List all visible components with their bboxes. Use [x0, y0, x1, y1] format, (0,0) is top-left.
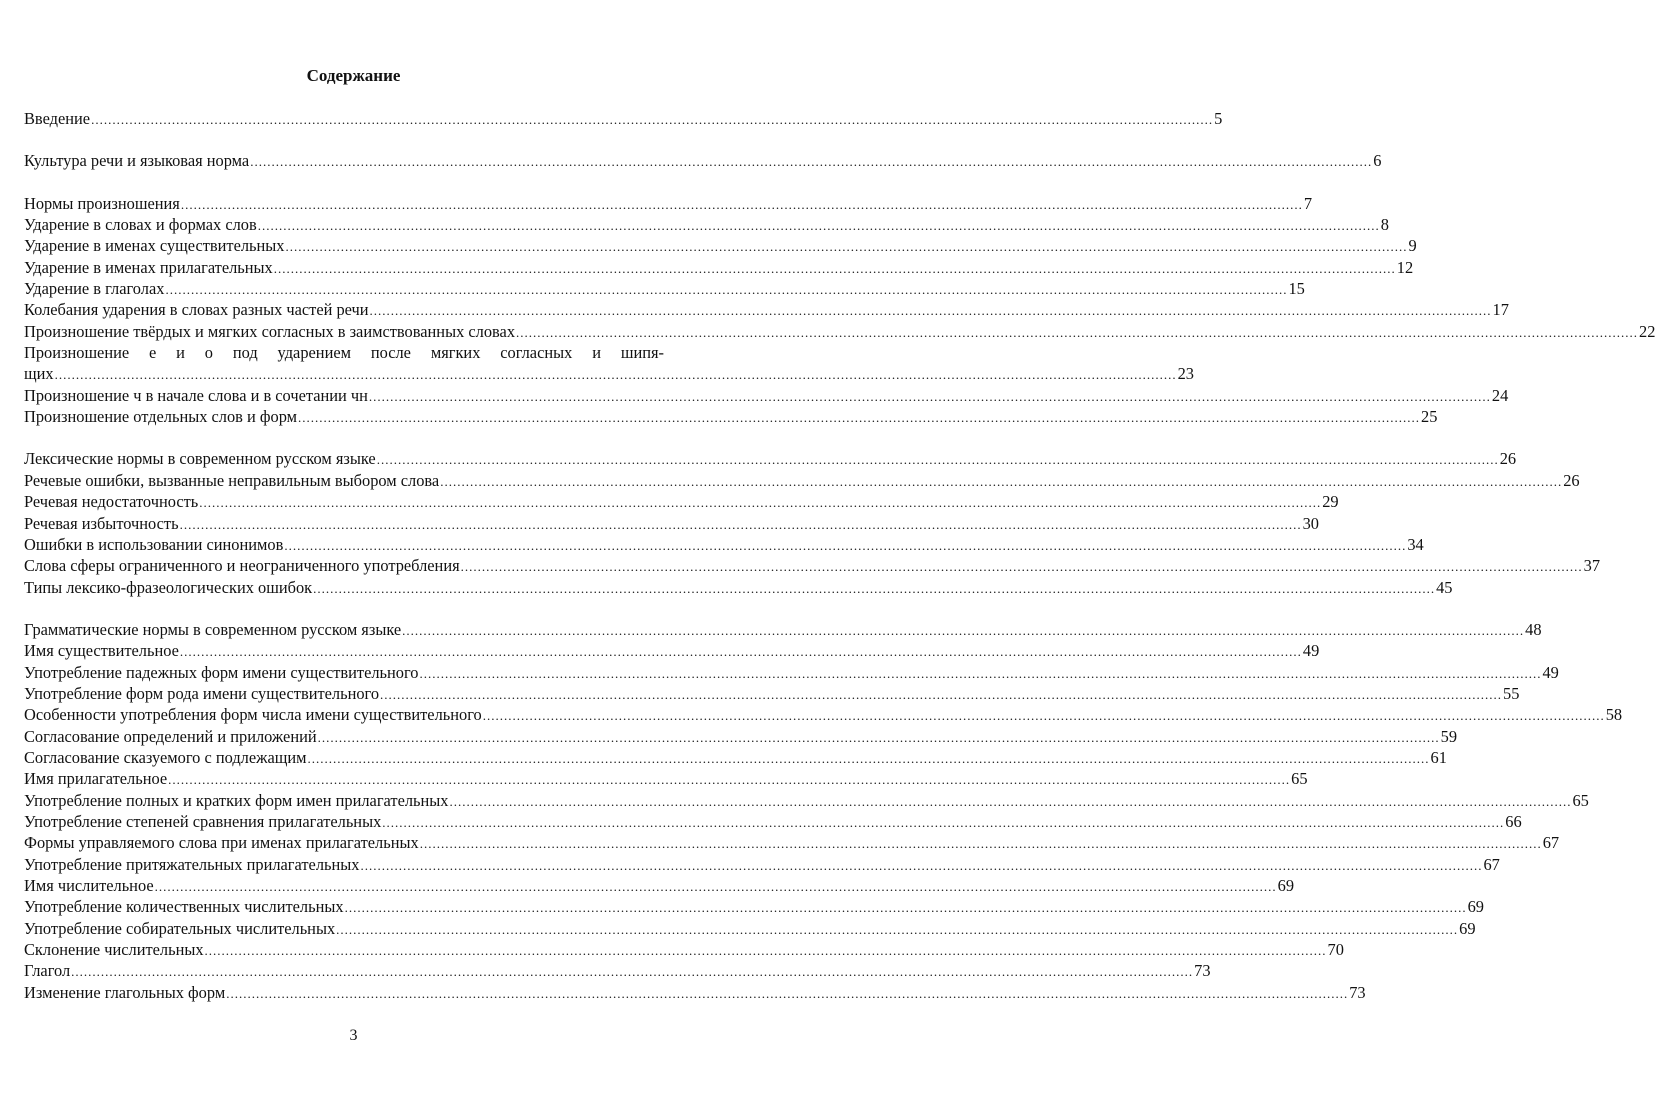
toc-entry-label: Ударение в глаголах	[24, 279, 165, 299]
toc-entry-label: Употребление собирательных числительных	[24, 918, 336, 938]
dot-leader: ........................................................................................................................................................................................................................................................................	[376, 452, 1499, 468]
toc-entry-label: Глагол	[24, 961, 71, 981]
toc-entry	[24, 619, 1542, 640]
dot-leader: ........................................................................................................................................................................................................................................................................	[257, 218, 1380, 234]
toc-entry-label: Согласование сказуемого с подлежащим	[24, 747, 307, 767]
toc-entry	[24, 299, 1509, 320]
toc-entry	[24, 555, 1601, 576]
toc-entry-page: 69	[1467, 897, 1484, 917]
toc-entry	[24, 193, 1313, 214]
toc-entry-label: Склонение числительных	[24, 940, 204, 960]
toc-entry	[24, 235, 1417, 256]
section-gap	[24, 129, 664, 150]
toc-entry-page: 73	[1349, 982, 1366, 1002]
dot-leader: ........................................................................................................................................................................................................................................................................	[516, 324, 1639, 340]
toc-entry-label: Нормы произношения	[24, 193, 180, 213]
dot-leader: ........................................................................................................................................................................................................................................................................	[380, 686, 1503, 702]
dot-leader: ........................................................................................................................................................................................................................................................................	[284, 537, 1407, 553]
toc-entry-page: 12	[1396, 257, 1414, 277]
toc-entry	[24, 875, 1295, 896]
toc-entry	[24, 214, 1389, 235]
dot-leader: ........................................................................................................................................................................................................................................................................	[91, 112, 1214, 127]
toc-entry-page: 22	[1639, 321, 1655, 341]
toc-entry-page: 67	[1542, 833, 1560, 853]
dot-leader: ........................................................................................................................................................................................................................................................................	[179, 644, 1302, 660]
toc-entry-page: 5	[1214, 109, 1223, 128]
dot-leader: ........................................................................................................................................................................................................................................................................	[369, 303, 1492, 319]
toc-entry-label: Произношение отдельных слов и форм	[24, 407, 298, 427]
toc-entry-label: Слова сферы ограниченного и неограниченного употребления	[24, 556, 460, 576]
toc-entry-page: 61	[1430, 747, 1447, 767]
toc-entry-label: Употребление количественных числительных	[24, 897, 344, 917]
toc-entry-label: Ударение в словах и формах слов	[24, 215, 257, 235]
toc-entry	[24, 747, 1447, 768]
dot-leader: ........................................................................................................................................................................................................................................................................	[180, 196, 1303, 212]
toc-entry-label: Формы управляемого слова при именах прилагательных	[24, 833, 419, 853]
toc-entry	[24, 470, 1580, 491]
toc-entry-label: Грамматические нормы в современном русском языке	[24, 619, 402, 639]
dot-leader: ........................................................................................................................................................................................................................................................................	[54, 367, 1177, 383]
page-title: Содержание	[306, 66, 401, 85]
toc-entry-label: Согласование определений и приложений	[24, 726, 317, 746]
toc-entry-label: Культура речи и языковая норма	[24, 151, 250, 171]
dot-leader: ........................................................................................................................................................................................................................................................................	[307, 750, 1430, 766]
toc-entry	[24, 704, 1623, 725]
dot-leader: ........................................................................................................................................................................................................................................................................	[402, 622, 1525, 638]
toc-entry-page: 23	[1177, 364, 1194, 384]
toc-entry	[24, 385, 1509, 406]
toc-entry	[24, 726, 1458, 747]
toc-entry-page: 66	[1505, 811, 1522, 831]
toc-entry	[24, 854, 1500, 875]
toc-entry-label: Типы лексико-фразеологических ошибок	[24, 577, 313, 597]
toc-entry-page: 34	[1407, 534, 1424, 554]
toc-entry	[24, 150, 1382, 171]
toc-entry	[24, 640, 1320, 661]
toc-entry-label: Лексические нормы в современном русском языке	[24, 449, 376, 469]
toc-entry-page: 65	[1291, 769, 1308, 789]
dot-leader: ........................................................................................................................................................................................................................................................................	[273, 260, 1396, 276]
toc-entry	[24, 811, 1522, 832]
toc-entry-page: 25	[1421, 407, 1438, 427]
dot-leader: ........................................................................................................................................................................................................................................................................	[482, 708, 1605, 724]
toc-entry	[24, 448, 1517, 469]
dot-leader: ........................................................................................................................................................................................................................................................................	[199, 495, 1322, 511]
toc-entry-label: Введение	[24, 109, 91, 128]
dot-leader: ........................................................................................................................................................................................................................................................................	[368, 388, 1491, 404]
dot-leader: ........................................................................................................................................................................................................................................................................	[313, 580, 1436, 596]
toc-entry	[24, 491, 1339, 512]
dot-leader: ........................................................................................................................................................................................................................................................................	[71, 964, 1194, 980]
dot-leader: ........................................................................................................................................................................................................................................................................	[165, 282, 1288, 298]
toc-entry-page: 37	[1583, 556, 1601, 576]
toc-entry-page: 59	[1440, 726, 1458, 746]
dot-leader: ........................................................................................................................................................................................................................................................................	[449, 793, 1572, 809]
toc-entry-page: 67	[1483, 854, 1500, 874]
toc-entry-page: 6	[1373, 151, 1382, 171]
toc-entry-label: Имя существительное	[24, 641, 179, 661]
section-gap	[24, 598, 664, 619]
toc-entry-label: Употребление форм рода имени существительного	[24, 683, 380, 703]
dot-leader: ........................................................................................................................................................................................................................................................................	[336, 921, 1459, 937]
dot-leader: ........................................................................................................................................................................................................................................................................	[168, 772, 1291, 788]
toc-entry	[24, 918, 1476, 939]
toc-entry-label: щих	[24, 364, 54, 384]
dot-leader: ........................................................................................................................................................................................................................................................................	[317, 729, 1440, 745]
toc-entry	[24, 577, 1453, 598]
toc-entry-label: Употребление притяжательных прилагательных	[24, 854, 360, 874]
toc-entry-label: Речевая избыточность	[24, 513, 179, 533]
toc-entry	[24, 683, 1520, 704]
toc-entry	[24, 513, 1319, 534]
toc-entry-page: 26	[1499, 449, 1517, 469]
toc-entry-page: 8	[1380, 215, 1389, 235]
page-number: 3	[349, 1027, 358, 1044]
dot-leader: ........................................................................................................................................................................................................................................................................	[419, 836, 1542, 852]
toc-entry-label: Произношение твёрдых и мягких согласных в заимствованных словах	[24, 321, 516, 341]
toc-entry-page: 70	[1327, 940, 1344, 960]
dot-leader: ........................................................................................................................................................................................................................................................................	[250, 154, 1373, 170]
toc-entry-page: 30	[1302, 513, 1319, 533]
dot-leader: ........................................................................................................................................................................................................................................................................	[285, 239, 1408, 255]
toc-entry-page: 49	[1302, 641, 1320, 661]
toc-entry-label: Произношение ч в начале слова и в сочетании чн	[24, 385, 368, 405]
toc-entry-label: Имя прилагательное	[24, 769, 168, 789]
dot-leader: ........................................................................................................................................................................................................................................................................	[298, 410, 1421, 426]
toc-entry	[24, 768, 1308, 789]
toc-entry	[24, 321, 1655, 342]
toc-entry-introduction	[24, 108, 1223, 129]
toc-entry	[24, 982, 1366, 1003]
toc-entry-label: Имя числительное	[24, 876, 154, 895]
toc-entry-label: Употребление падежных форм имени существительного	[24, 662, 419, 682]
toc-entry-page: 45	[1436, 577, 1453, 597]
toc-entry-label: Речевые ошибки, вызванные неправильным выбором слова	[24, 470, 440, 490]
toc-entry-label: Ударение в именах существительных	[24, 236, 285, 256]
toc-entry-label: Ошибки в использовании синонимов	[24, 534, 284, 554]
toc-entry	[24, 662, 1559, 683]
toc-entry	[24, 257, 1414, 278]
toc-entry	[24, 790, 1589, 811]
toc-entry-label: Употребление полных и кратких форм имен прилагательных	[24, 790, 449, 810]
toc-entry	[24, 896, 1484, 917]
toc-entry-page: 49	[1542, 662, 1559, 682]
toc-entry-page: 24	[1491, 385, 1509, 405]
toc-entry	[24, 406, 1438, 427]
toc-entry-page: 9	[1408, 236, 1417, 256]
dot-leader: ........................................................................................................................................................................................................................................................................	[460, 559, 1583, 575]
toc-entry-page: 15	[1288, 279, 1305, 299]
toc-entry-page: 69	[1459, 918, 1476, 938]
toc-entry-label: Особенности употребления форм числа имени существительного	[24, 705, 482, 725]
toc-entry-label-line1: Произношение е и о под ударением после мягких согласных и шипя-	[24, 343, 664, 363]
toc-entry	[24, 534, 1424, 555]
dot-leader: ........................................................................................................................................................................................................................................................................	[360, 857, 1483, 873]
toc-entry-page: 65	[1572, 790, 1589, 810]
table-of-contents	[24, 108, 1655, 1003]
section-gap	[24, 427, 664, 448]
toc-entry-label: Ударение в именах прилагательных	[24, 257, 273, 277]
toc-entry-label: Изменение глагольных форм	[24, 982, 226, 1002]
toc-entry-page: 17	[1492, 300, 1509, 320]
toc-entry-page: 26	[1563, 470, 1580, 490]
toc-entry-label: Речевая недостаточность	[24, 492, 199, 512]
toc-entry-page: 73	[1194, 961, 1211, 981]
dot-leader: ........................................................................................................................................................................................................................................................................	[226, 985, 1349, 1001]
toc-entry	[24, 960, 1211, 981]
dot-leader: ........................................................................................................................................................................................................................................................................	[419, 665, 1542, 681]
toc-entry	[24, 363, 1194, 384]
dot-leader: ........................................................................................................................................................................................................................................................................	[344, 900, 1467, 916]
toc-entry	[24, 278, 1305, 299]
toc-entry-page: 29	[1322, 492, 1339, 512]
toc-entry-page: 48	[1525, 619, 1542, 639]
dot-leader: ........................................................................................................................................................................................................................................................................	[204, 943, 1327, 959]
toc-entry-label: Колебания ударения в словах разных частей речи	[24, 300, 369, 320]
dot-leader: ........................................................................................................................................................................................................................................................................	[179, 516, 1302, 532]
section-gap	[24, 172, 664, 193]
dot-leader: ........................................................................................................................................................................................................................................................................	[440, 473, 1563, 489]
toc-entry-label: Употребление степеней сравнения прилагательных	[24, 811, 382, 831]
dot-leader: ........................................................................................................................................................................................................................................................................	[382, 814, 1505, 830]
toc-entry-page: 69	[1277, 876, 1295, 895]
toc-entry-page: 55	[1503, 683, 1520, 703]
toc-entry	[24, 939, 1344, 960]
toc-entry-page: 7	[1303, 193, 1313, 213]
dot-leader: ........................................................................................................................................................................................................................................................................	[154, 879, 1277, 894]
toc-entry	[24, 832, 1560, 853]
toc-entry-page: 58	[1605, 705, 1623, 725]
